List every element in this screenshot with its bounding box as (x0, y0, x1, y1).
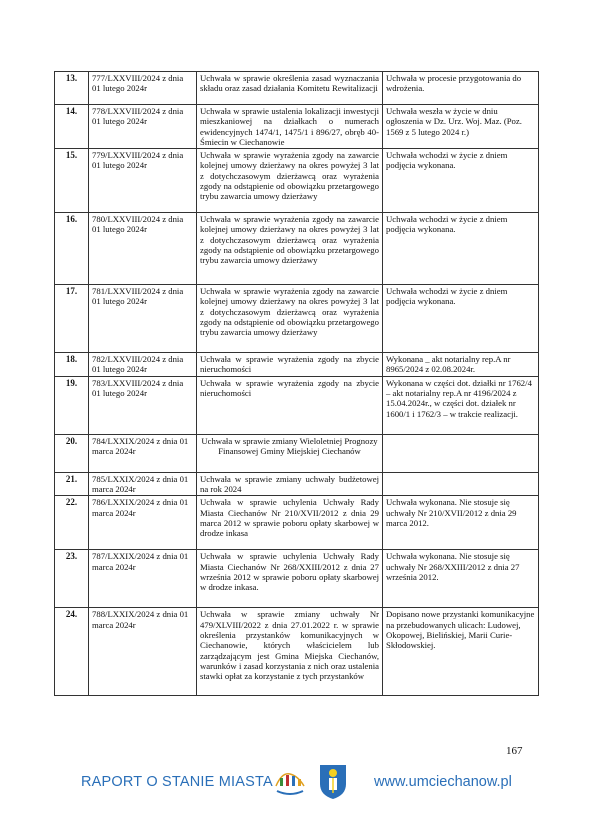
resolution-number: 777/LXXVIII/2024 z dnia 01 lutego 2024r (89, 72, 197, 105)
row-number: 18. (55, 353, 89, 377)
resolution-number: 785/LXXIX/2024 z dnia 01 marca 2024r (89, 472, 197, 496)
resolution-status: Wykonana _ akt notarialny rep.A nr 8965/2024 z 02.08.2024r. (383, 353, 539, 377)
resolution-status: Uchwała weszła w życie w dniu ogłoszenia w Dz. Urz. Woj. Maz. (Poz. 1569 z 5 lutego 2024 r.) (383, 105, 539, 149)
resolution-number: 779/LXXVIII/2024 z dnia 01 lutego 2024r (89, 149, 197, 213)
resolution-status: Uchwała wchodzi w życie z dniem podjęcia wykonana. (383, 149, 539, 213)
row-number: 20. (55, 434, 89, 472)
table-row (55, 72, 539, 105)
table-row (55, 472, 539, 496)
row-number: 21. (55, 472, 89, 496)
resolution-status (383, 472, 539, 496)
resolution-number: 781/LXXVIII/2024 z dnia 01 lutego 2024r (89, 285, 197, 353)
resolution-description: Uchwała w sprawie wyrażenia zgody na zawarcie kolejnej umowy dzierżawy na okres powyżej 3 lat z dotychczasowym dzierżawcą oraz wyrażenia zgody na odstąpienie od obowiązku przetargowego trybu zawarcia umowy dzierżawy (197, 285, 383, 353)
resolution-description: Uchwała w sprawie uchylenia Uchwały Rady Miasta Ciechanów Nr 268/XXIII/2012 z dnia 27 września 2012 w sprawie poboru opłaty skarbowej w drodze inkasa. (197, 550, 383, 608)
resolution-status: Wykonana w części dot. działki nr 1762/4 – akt notarialny rep.A nr 4196/2024 z 15.04.2024r., w części dot. działek nr 1600/1 i 1762/3 – w trakcie realizacji. (383, 376, 539, 434)
resolution-status: Dopisano nowe przystanki komunikacyjne na przebudowanych ulicach: Ludowej, Okopowej, Bielińskiej, Marii Curie-Skłodowskiej. (383, 608, 539, 696)
resolution-description: Uchwała w sprawie wyrażenia zgody na zbycie nieruchomości (197, 353, 383, 377)
resolution-description: Uchwała w sprawie zmiany Wieloletniej Prognozy Finansowej Gminy Miejskiej Ciechanów (197, 434, 383, 472)
resolution-description: Uchwała w sprawie wyrażenia zgody na zawarcie kolejnej umowy dzierżawy na okres powyżej 3 lat z dotychczasowym dzierżawcą oraz wyrażenia zgody na odstąpienie od obowiązku przetargowego trybu zawarcia umowy dzierżawy (197, 149, 383, 213)
city-logo-icon (272, 764, 308, 798)
resolution-description: Uchwała w sprawie określenia zasad wyznaczania składu oraz zasad działania Komitetu Rewitalizacji (197, 72, 383, 105)
resolution-status: Uchwała wchodzi w życie z dniem podjęcia wykonana. (383, 285, 539, 353)
resolution-number: 788/LXXIX/2024 z dnia 01 marca 2024r (89, 608, 197, 696)
row-number: 17. (55, 285, 89, 353)
table-row (55, 353, 539, 377)
table-row (55, 105, 539, 149)
resolutions-table (54, 71, 539, 696)
footer-website: www.umciechanow.pl (374, 774, 512, 790)
row-number: 14. (55, 105, 89, 149)
footer (0, 762, 594, 812)
table-row (55, 376, 539, 434)
row-number: 19. (55, 376, 89, 434)
row-number: 23. (55, 550, 89, 608)
resolution-description: Uchwała w sprawie ustalenia lokalizacji inwestycji mieszkaniowej na działkach o numerach ewidencyjnych 1474/1, 1475/1 i 896/27, obręb 40-Śmiecin w Ciechanowie (197, 105, 383, 149)
table-row (55, 213, 539, 285)
row-number: 15. (55, 149, 89, 213)
resolution-description: Uchwała w sprawie zmiany uchwały budżetowej na rok 2024 (197, 472, 383, 496)
resolution-status: Uchwała wykonana. Nie stosuje się uchwały Nr 210/XVII/2012 z dnia 29 marca 2012. (383, 496, 539, 550)
resolution-number: 783/LXXVIII/2024 z dnia 01 lutego 2024r (89, 376, 197, 434)
resolution-number: 786/LXXIX/2024 z dnia 01 marca 2024r (89, 496, 197, 550)
row-number: 16. (55, 213, 89, 285)
coat-of-arms-icon (318, 762, 348, 800)
table-row (55, 149, 539, 213)
row-number: 13. (55, 72, 89, 105)
row-number: 22. (55, 496, 89, 550)
table-row (55, 550, 539, 608)
page-number: 167 (506, 745, 523, 757)
resolution-number: 787/LXXIX/2024 z dnia 01 marca 2024r (89, 550, 197, 608)
table-row (55, 285, 539, 353)
resolution-status (383, 434, 539, 472)
resolution-status: Uchwała wykonana. Nie stosuje się uchwały Nr 268/XXIII/2012 z dnia 27 września 2012. (383, 550, 539, 608)
table-row (55, 496, 539, 550)
resolution-status: Uchwała wchodzi w życie z dniem podjęcia wykonana. (383, 213, 539, 285)
resolution-description: Uchwała w sprawie wyrażenia zgody na zawarcie kolejnej umowy dzierżawy na okres powyżej 3 lat z dotychczasowym dzierżawcą oraz wyrażenia zgody na odstąpienie od obowiązku przetargowego trybu zawarcia umowy dzierżawy (197, 213, 383, 285)
resolution-number: 780/LXXVIII/2024 z dnia 01 lutego 2024r (89, 213, 197, 285)
table-row (55, 608, 539, 696)
resolution-description: Uchwała w sprawie wyrażenia zgody na zbycie nieruchomości (197, 376, 383, 434)
resolution-number: 784/LXXIX/2024 z dnia 01 marca 2024r (89, 434, 197, 472)
resolution-description: Uchwała w sprawie zmiany uchwały Nr 479/XLVIII/2022 z dnia 27.01.2022 r. w sprawie określenia przystanków komunikacyjnych w Ciechanowie, których właścicielem lub zarządzającym jest Gmina Miejska Ciechanów, warunków i zasad korzystania z nich oraz ustalenia stawki opłat za korzystanie z tych przystanków (197, 608, 383, 696)
footer-report-title: RAPORT O STANIE MIASTA (81, 774, 273, 790)
resolution-status: Uchwała w procesie przygotowania do wdrożenia. (383, 72, 539, 105)
resolution-number: 782/LXXVIII/2024 z dnia 01 lutego 2024r (89, 353, 197, 377)
row-number: 24. (55, 608, 89, 696)
resolution-number: 778/LXXVIII/2024 z dnia 01 lutego 2024r (89, 105, 197, 149)
resolution-description: Uchwała w sprawie uchylenia Uchwały Rady Miasta Ciechanów Nr 210/XVII/2012 z dnia 29 marca 2012 w sprawie poboru opłaty skarbowej w drodze inkasa (197, 496, 383, 550)
table-row (55, 434, 539, 472)
